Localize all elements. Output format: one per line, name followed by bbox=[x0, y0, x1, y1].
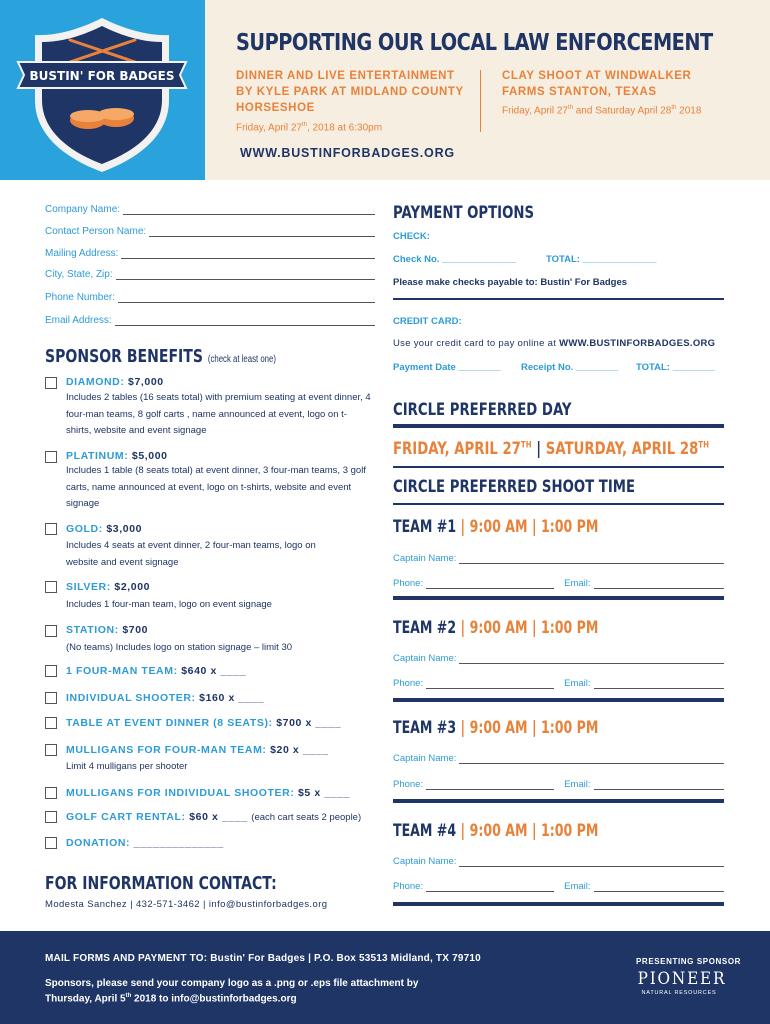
shoot-divider bbox=[393, 503, 724, 505]
event-dinner-date: Friday, April 27th, 2018 at 6:30pm bbox=[236, 122, 383, 134]
bustin-for-badges-logo bbox=[0, 0, 205, 180]
team-4-captain-field[interactable]: Captain Name: bbox=[393, 853, 724, 867]
team-3-divider bbox=[393, 799, 724, 803]
team-2-phone-field[interactable]: Phone: bbox=[393, 678, 554, 689]
team-4-row: TEAM #4 | 9:00 AM | 1:00 PM bbox=[393, 821, 599, 841]
day-divider-top bbox=[393, 424, 724, 428]
golf-cart-checkbox[interactable] bbox=[45, 811, 57, 823]
website-link[interactable]: WWW.BUSTINFORBADGES.ORG bbox=[240, 146, 455, 160]
team-2-time-pm[interactable]: 1:00 PM bbox=[541, 618, 599, 638]
team-1-row: TEAM #1 | 9:00 AM | 1:00 PM bbox=[393, 517, 599, 537]
donation-checkbox[interactable] bbox=[45, 837, 57, 849]
presenting-sponsor-label: PRESENTING SPONSOR bbox=[636, 957, 742, 966]
check-total-field[interactable]: TOTAL: ______________ bbox=[546, 254, 657, 265]
station-option: STATION: $700 bbox=[66, 624, 149, 636]
team-1-time-pm[interactable]: 1:00 PM bbox=[541, 517, 599, 537]
team-4-phone-field[interactable]: Phone: bbox=[393, 881, 554, 892]
mulligans-team-description: Limit 4 mulligans per shooter bbox=[66, 761, 188, 772]
team-3-phone-field[interactable]: Phone: bbox=[393, 779, 554, 790]
team-1-email-field[interactable]: Email: bbox=[564, 578, 724, 589]
logo-instructions: Sponsors, please send your company logo as a .png or .eps file attachment by Thursday, April 5th 2018 to info@bustinforbadges.org bbox=[45, 978, 419, 1005]
payable-note: Please make checks payable to: Bustin' For Badges bbox=[393, 277, 628, 288]
team-1-captain-field[interactable]: Captain Name: bbox=[393, 550, 724, 564]
station-checkbox[interactable] bbox=[45, 625, 57, 637]
event-dinner-title: DINNER AND LIVE ENTERTAINMENT BY KYLE PARK AT MIDLAND COUNTY HORSESHOE bbox=[236, 70, 464, 114]
mulligans-individual-option: MULLIGANS FOR INDIVIDUAL SHOOTER: $5 x ____ bbox=[66, 787, 351, 799]
platinum-description: Includes 1 table (8 seats total) at event dinner, 3 four-man teams, 3 golf carts, name announced at event, logo on t-shirts, website and event signage bbox=[66, 465, 366, 509]
team-2-row: TEAM #2 | 9:00 AM | 1:00 PM bbox=[393, 618, 599, 638]
city-state-zip-field[interactable]: City, State, Zip: bbox=[45, 266, 375, 280]
platinum-checkbox[interactable] bbox=[45, 451, 57, 463]
pioneer-name: PIONEER bbox=[637, 969, 727, 989]
email-address-field[interactable]: Email Address: bbox=[45, 312, 375, 326]
sponsor-benefits-heading: SPONSOR BENEFITS (check at least one) bbox=[45, 346, 276, 367]
pioneer-subtitle: NATURAL RESOURCES bbox=[641, 990, 717, 996]
friday-option[interactable]: FRIDAY, APRIL 27TH bbox=[393, 439, 532, 459]
diamond-option: DIAMOND: $7,000 bbox=[66, 376, 164, 388]
mulligans-team-checkbox[interactable] bbox=[45, 744, 57, 756]
platinum-option: PLATINUM: $5,000 bbox=[66, 450, 168, 462]
team-3-email-field[interactable]: Email: bbox=[564, 779, 724, 790]
phone-number-field[interactable]: Phone Number: bbox=[45, 289, 375, 303]
contact-info: Modesta Sanchez | 432-571-3462 | info@bustinforbadges.org bbox=[45, 899, 328, 910]
event-divider bbox=[480, 70, 481, 132]
donation-option: DONATION: ______________ bbox=[66, 837, 224, 849]
gold-description: Includes 4 seats at event dinner, 2 four-man teams, logo on website and event signage bbox=[66, 540, 316, 568]
day-divider-bottom bbox=[393, 466, 724, 468]
shoot-time-heading: CIRCLE PREFERRED SHOOT TIME bbox=[393, 477, 636, 497]
mulligans-team-option: MULLIGANS FOR FOUR-MAN TEAM: $20 x ____ bbox=[66, 744, 329, 756]
team-1-time-am[interactable]: 9:00 AM bbox=[469, 517, 528, 537]
team-2-captain-field[interactable]: Captain Name: bbox=[393, 650, 724, 664]
logo-banner-text: BUSTIN' FOR BADGES bbox=[29, 69, 175, 83]
team-1-divider bbox=[393, 596, 724, 600]
four-man-team-checkbox[interactable] bbox=[45, 665, 57, 677]
saturday-option[interactable]: SATURDAY, APRIL 28TH bbox=[545, 439, 709, 459]
team-1-phone-field[interactable]: Phone: bbox=[393, 578, 554, 589]
four-man-team-option: 1 FOUR-MAN TEAM: $640 x ____ bbox=[66, 665, 247, 677]
contact-person-field[interactable]: Contact Person Name: bbox=[45, 223, 375, 237]
team-4-time-pm[interactable]: 1:00 PM bbox=[541, 821, 599, 841]
payment-options-heading: PAYMENT OPTIONS bbox=[393, 203, 535, 223]
mulligans-individual-checkbox[interactable] bbox=[45, 787, 57, 799]
pioneer-logo bbox=[633, 969, 725, 1005]
credit-total-field[interactable]: TOTAL: ________ bbox=[636, 362, 715, 373]
table-dinner-checkbox[interactable] bbox=[45, 717, 57, 729]
payment-divider bbox=[393, 298, 724, 300]
team-2-time-am[interactable]: 9:00 AM bbox=[469, 618, 528, 638]
gold-option: GOLD: $3,000 bbox=[66, 523, 143, 535]
team-3-captain-field[interactable]: Captain Name: bbox=[393, 750, 724, 764]
logo-panel bbox=[0, 0, 205, 180]
silver-description: Includes 1 four-man team, logo on event signage bbox=[66, 599, 272, 610]
mail-instructions: MAIL FORMS AND PAYMENT TO: Bustin' For Badges | P.O. Box 53513 Midland, TX 79710 bbox=[45, 953, 481, 964]
day-options: FRIDAY, APRIL 27TH | SATURDAY, APRIL 28TH bbox=[393, 439, 709, 459]
team-2-contact-row bbox=[393, 675, 724, 689]
table-dinner-option: TABLE AT EVENT DINNER (8 SEATS): $700 x ____ bbox=[66, 717, 342, 729]
online-payment-note: Use your credit card to pay online at WWW.BUSTINFORBADGES.ORG bbox=[393, 338, 716, 349]
station-description: (No teams) Includes logo on station signage – limit 30 bbox=[66, 642, 293, 653]
team-3-time-am[interactable]: 9:00 AM bbox=[469, 718, 528, 738]
mailing-address-field[interactable]: Mailing Address: bbox=[45, 245, 375, 259]
golf-cart-option: GOLF CART RENTAL: $60 x ____ (each cart seats 2 people) bbox=[66, 811, 362, 823]
team-4-email-field[interactable]: Email: bbox=[564, 881, 724, 892]
company-name-field[interactable]: Company Name: bbox=[45, 201, 375, 215]
footer bbox=[0, 931, 770, 1024]
team-3-contact-row bbox=[393, 776, 724, 790]
team-4-contact-row bbox=[393, 878, 724, 892]
contact-heading: FOR INFORMATION CONTACT: bbox=[45, 873, 277, 894]
event-shoot-date: Friday, April 27th and Saturday April 28th 2018 bbox=[502, 105, 702, 117]
event-shoot-title: CLAY SHOOT AT WINDWALKER FARMS STANTON, TEXAS bbox=[502, 70, 692, 98]
team-3-row: TEAM #3 | 9:00 AM | 1:00 PM bbox=[393, 718, 599, 738]
team-4-time-am[interactable]: 9:00 AM bbox=[469, 821, 528, 841]
team-1-contact-row bbox=[393, 575, 724, 589]
team-3-time-pm[interactable]: 1:00 PM bbox=[541, 718, 599, 738]
receipt-number-field[interactable]: Receipt No. ________ bbox=[521, 362, 619, 373]
gold-checkbox[interactable] bbox=[45, 523, 57, 535]
diamond-checkbox[interactable] bbox=[45, 377, 57, 389]
team-2-email-field[interactable]: Email: bbox=[564, 678, 724, 689]
check-label: CHECK: bbox=[393, 231, 430, 242]
preferred-day-heading: CIRCLE PREFERRED DAY bbox=[393, 400, 572, 420]
page-title: SUPPORTING OUR LOCAL LAW ENFORCEMENT bbox=[236, 30, 713, 56]
team-2-divider bbox=[393, 698, 724, 702]
check-number-field[interactable]: Check No. ______________ bbox=[393, 254, 517, 265]
credit-card-label: CREDIT CARD: bbox=[393, 316, 462, 327]
diamond-description: Includes 2 tables (16 seats total) with premium seating at event dinner, 4 four-man teams, 8 golf carts , name announced at event, logo on t-shirts, website and event signage bbox=[66, 392, 371, 436]
payment-date-field[interactable]: Payment Date ________ bbox=[393, 362, 501, 373]
silver-checkbox[interactable] bbox=[45, 581, 57, 593]
individual-shooter-checkbox[interactable] bbox=[45, 692, 57, 704]
silver-option: SILVER: $2,000 bbox=[66, 581, 151, 593]
individual-shooter-option: INDIVIDUAL SHOOTER: $160 x ____ bbox=[66, 692, 265, 704]
team-4-divider bbox=[393, 902, 724, 906]
